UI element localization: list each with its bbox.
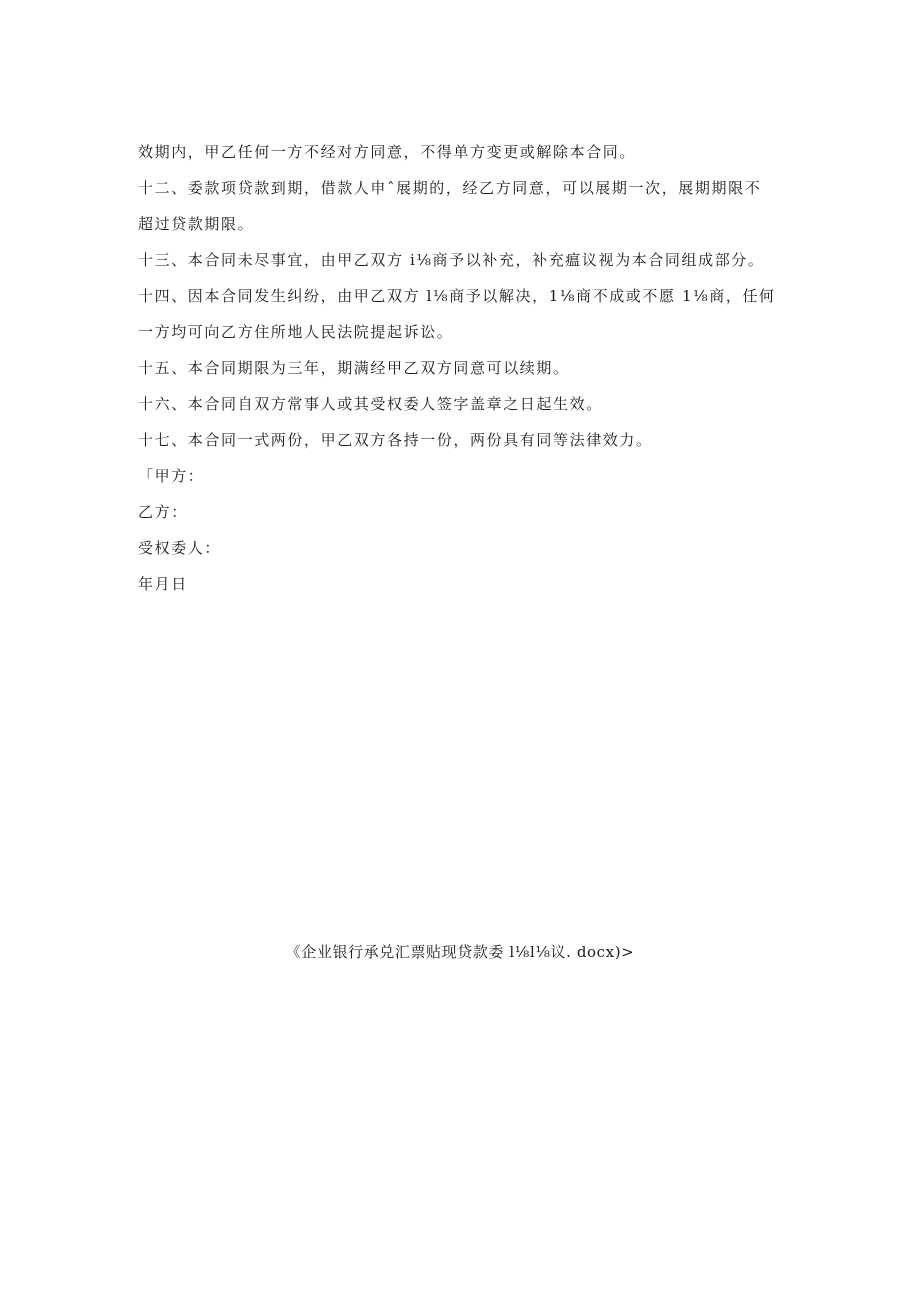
party-b-label: 乙方：	[138, 503, 188, 521]
document-body	[138, 134, 788, 602]
clause-16: 十六、本合同自双方常事人或其受权委人签字盖章之日起生效。	[138, 395, 603, 413]
document-footer-filename: 《企业银行承兑汇票贴现贷款委 l⅛l⅛议. docx)>	[285, 943, 635, 961]
clause-13: 十三、本合同未尽事宜，由甲乙双方 i⅛商予以补充，补充瘟议视为本合同组成部分。	[138, 251, 765, 269]
clause-14-line-2: 一方均可向乙方住所地人民法院提起诉讼。	[138, 323, 454, 341]
clause-14-line-1: 十四、因本合同发生纠纷，由甲乙双方 l⅛商予以解决，1⅛商不成或不愿 1⅛商，任何	[138, 287, 776, 305]
authorized-agent-label: 受权委人：	[138, 539, 222, 557]
clause-12-line-2: 超过贷款期限。	[138, 215, 255, 233]
clause-17: 十七、本合同一式两份，甲乙双方各持一份，两份具有同等法律效力。	[138, 431, 653, 449]
party-a-label: 「甲方：	[138, 467, 205, 485]
clause-11-continuation: 效期内，甲乙任何一方不经对方同意，不得单方变更或解除本合同。	[138, 143, 637, 161]
date-label: 年月日	[138, 575, 188, 593]
clause-15: 十五、本合同期限为三年，期满经甲乙双方同意可以续期。	[138, 359, 570, 377]
clause-12-line-1: 十二、委款项贷款到期，借款人申ˆ展期的，经乙方同意，可以展期一次，展期期限不	[138, 179, 762, 197]
